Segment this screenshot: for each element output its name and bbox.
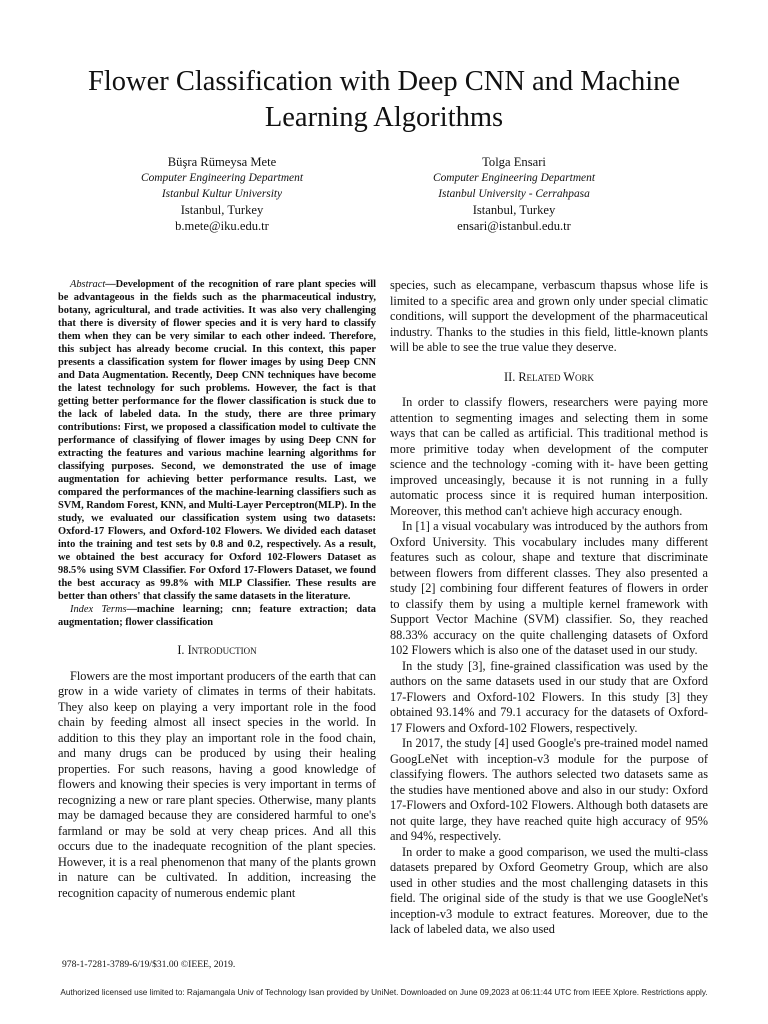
- author-department: Computer Engineering Department: [433, 172, 595, 184]
- section-heading-related-work: II. Related Work: [504, 369, 594, 384]
- intro-paragraph-continued: species, such as elecampane, verbascum thapsus whose life is limited to a specific area and grown only under special climatic conditions, will support the development of the pharmaceutical industry. Thanks to the studies in this field, little-known plants will be able to see the true value they deserve.: [390, 278, 708, 354]
- related-paragraph: In order to classify flowers, researchers were paying more attention to segmenting images and selecting them in some ways that can be called as artificial. This traditional method is more primitive today when development of the computer science and the technology -coming with it- have been getting improved unceasingly, because it is not running in a fully automatic process since it is required human interposition. Moreover, this method can't achieve high accuracy enough.: [390, 395, 708, 518]
- author-block-1: [72, 154, 372, 234]
- author-email: ensari@istanbul.edu.tr: [457, 219, 571, 233]
- right-column: [390, 278, 708, 938]
- index-terms-text: —machine learning; cnn; feature extraction; data augmentation; flower classification: [58, 604, 377, 628]
- abstract: [58, 278, 376, 603]
- author-block-2: [364, 154, 664, 234]
- left-column: [58, 278, 376, 901]
- index-terms: [58, 603, 376, 629]
- author-university: Istanbul University - Cerrahpasa: [438, 188, 590, 200]
- section-heading-introduction: I. Introduction: [177, 643, 257, 657]
- author-location: Istanbul, Turkey: [180, 203, 264, 217]
- author-university: Istanbul Kultur University: [161, 188, 283, 200]
- index-terms-label: Index Terms: [70, 604, 127, 615]
- author-email: b.mete@iku.edu.tr: [175, 219, 269, 233]
- abstract-text: —Development of the recognition of rare plant species will be advantageous in the fields such as the pharmaceutical industry, botany, agricultural, and trade activities. It was also very challenging that there is diversity of flower species and it is very hard to classify them when they can be very similar to each other indeed. Therefore, this subject has already become crucial. In this context, this paper presents a classification system for flower images by using Deep CNN and Data Augmentation. Recently, Deep CNN techniques have become the latest technology for such problems. However, the fact is that getting better performance for the flower classification is stuck due to the lack of labeled data. In the study, there are three primary contributions: First, we proposed a classification model to cultivate the performance of classifying of flower images by using Deep CNN for extracting the features and various machine learning algorithms for classifying purposes. Second, we demonstrated the use of image augmentation for achieving better performance results. Last, we compared the performances of the machine-learning classifiers such as SVM, Random Forest, KNN, and Multi-Layer Perceptron(MLP). In the study, we evaluated our classification system using two datasets: Oxford-17 Flowers, and Oxford-102 Flowers. We divided each dataset into the training and test sets by 0.8 and 0.2, respectively. As a result, we obtained the best accuracy for Oxford 102-Flowers Dataset as 98.5% using SVM Classifier. For Oxford 17-Flowers Dataset, we found the best accuracy as 99.8% with MLP Classifier. These results are better than others' that classify the same datasets in the literature.: [58, 279, 376, 602]
- copyright-footnote: 978-1-7281-3789-6/19/$31.00 ©IEEE, 2019.: [62, 959, 236, 970]
- author-department: Computer Engineering Department: [141, 172, 303, 184]
- author-location: Istanbul, Turkey: [472, 203, 556, 217]
- abstract-label: Abstract: [70, 279, 106, 290]
- intro-paragraph: Flowers are the most important producers of the earth that can grow in a wide variety of climates in terms of their habitats. They also keep on playing a very important role in the food chain by feeding almost all insect species in the world. In addition to this they play an important role in the food chain, and many drugs can be produced by using their healing properties. For such reasons, having a good knowledge of flowers and knowing their species is very important in terms of recognizing a new or rare plant species. Otherwise, many plants may be damaged because they are considered harmful to one's farmland or may be sold at very cheap prices. And all this occurs due to the inadequate recognition of the plant species. However, it is a real phenomenon that many of the plants grown in nature can be cultivated. In addition, increasing the recognition capacity of numerous endemic plant: [58, 668, 376, 900]
- author-name: Tolga Ensari: [482, 155, 546, 169]
- license-notice: Authorized licensed use limited to: Rajamangala Univ of Technology Isan provided by UniNet. Downloaded on June 09,2023 at 06:11:44 UTC from IEEE Xplore. Restrictions apply.: [60, 988, 708, 997]
- paper-title: Flower Classification with Deep CNN and Machine Learning Algorithms: [87, 66, 681, 133]
- related-paragraph: In 2017, the study [4] used Google's pre-trained model named GoogLeNet with inception-v3 module for the purpose of classifying flowers. The authors selected two datasets same as the studies have mentioned above and also in our study: Oxford 17-Flowers and Oxford-102 Flowers. Although both datasets are not quite large, they have reached quite high accuracy of 95% and 94%, respectively.: [390, 736, 708, 843]
- related-paragraph: In the study [3], fine-grained classification was used by the authors on the same datasets used in our study that are Oxford 17-Flowers and Oxford-102 Flowers. In this study [3] they obtained 93.14% and 79.1 accuracy for the datasets of Oxford-17 Flowers and Oxford-102 Flowers, respectively.: [390, 658, 708, 735]
- related-paragraph: In [1] a visual vocabulary was introduced by the authors from Oxford University. This vocabulary includes many different features such as colour, shape and texture that discriminate between flowers from different classes. They also presented a study [2] combining four different features of flowers in order to classify them by using a multiple kernel framework with Support Vector Machine (SVM) classifier. So, they reached 88.33% accuracy on the quite challenging datasets of Oxford 102 Flowers which is also one of the dataset used in our study.: [390, 519, 708, 657]
- author-name: Büşra Rümeysa Mete: [167, 155, 277, 169]
- related-paragraph: In order to make a good comparison, we used the multi-class datasets prepared by Oxford Geometry Group, which are also used in other studies and the most challenging datasets in this field. The original side of the study is that we use GoogleNet's inception-v3 module to extract features. Moreover, due to the lack of labeled data, we also used: [390, 844, 708, 936]
